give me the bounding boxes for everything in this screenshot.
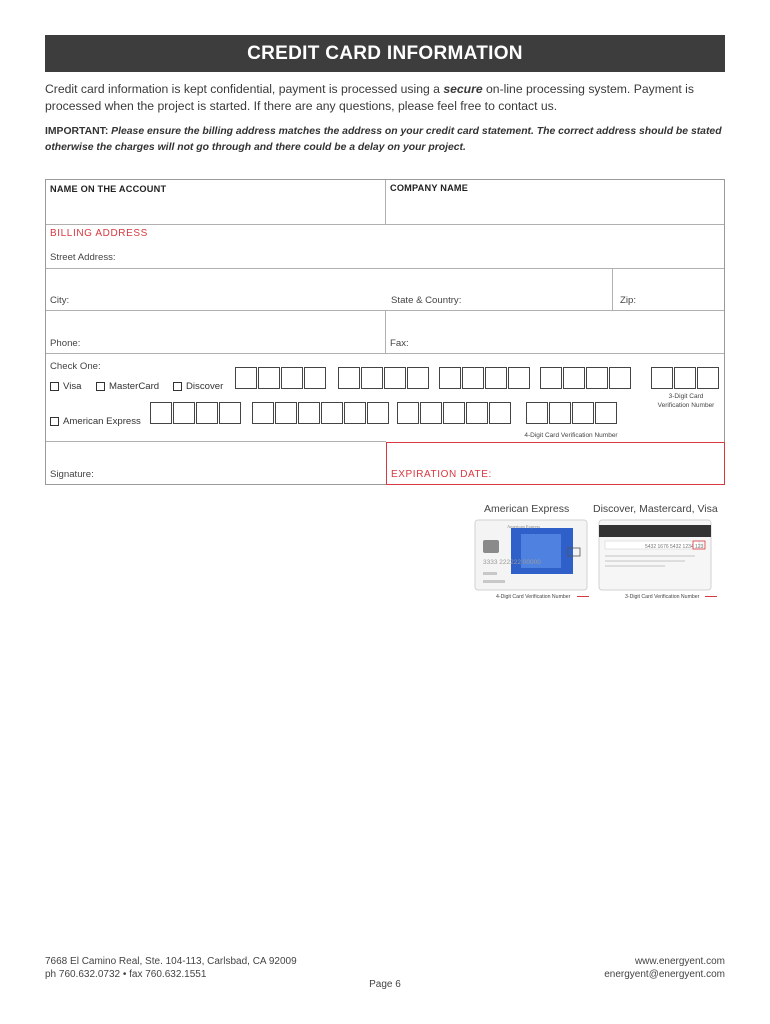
expiration-date-label: EXPIRATION DATE: [391, 469, 492, 480]
intro-emphasis: secure [443, 82, 483, 96]
footer-right [604, 956, 725, 981]
name-on-account-label: NAME ON THE ACCOUNT [50, 184, 167, 194]
digit-box[interactable] [466, 402, 488, 424]
city-label: City: [50, 295, 70, 306]
other-cards-example-title: Discover, Mastercard, Visa [593, 503, 718, 515]
zip-label: Zip: [620, 295, 636, 306]
amex-card-name: American Express [507, 524, 541, 529]
digit-box[interactable] [304, 367, 326, 389]
digit-box[interactable] [674, 367, 696, 389]
intro-paragraph [45, 81, 725, 114]
amex-card-illustration [475, 520, 587, 590]
digit-box[interactable] [150, 402, 172, 424]
amex-number-group-3[interactable] [397, 402, 512, 424]
digit-box[interactable] [361, 367, 383, 389]
page-title-banner: CREDIT CARD INFORMATION [45, 35, 725, 72]
footer-website[interactable]: www.energyent.com [634, 956, 725, 967]
digit-box[interactable] [397, 402, 419, 424]
amex-card-number: 3333 222222 00000 [483, 559, 541, 566]
state-country-label: State & Country: [391, 295, 462, 306]
amex-example-title: American Express [484, 503, 570, 515]
company-name-label: COMPANY NAME [390, 183, 469, 193]
digit-box[interactable] [609, 367, 631, 389]
amex-number-group-2[interactable] [252, 402, 390, 424]
signature-label: Signature: [50, 469, 94, 480]
mastercard-label: MasterCard [109, 381, 160, 392]
street-address-label: Street Address: [50, 252, 116, 263]
digit-box[interactable] [563, 367, 585, 389]
digit-box[interactable] [407, 367, 429, 389]
digit-box[interactable] [367, 402, 389, 424]
phone-label: Phone: [50, 338, 81, 349]
cvv-3-caption-line-2: Verification Number [657, 402, 715, 409]
card-number-group-2[interactable] [338, 367, 430, 389]
digit-box[interactable] [344, 402, 366, 424]
other-cvv-caption: 3-Digit Card Verification Number [625, 594, 700, 600]
city-field[interactable] [46, 269, 385, 310]
footer-email[interactable]: energyent@energyent.com [604, 968, 725, 980]
digit-box[interactable] [586, 367, 608, 389]
digit-box[interactable] [235, 367, 257, 389]
digit-box[interactable] [219, 402, 241, 424]
digit-box[interactable] [508, 367, 530, 389]
footer-left [45, 956, 297, 981]
digit-box[interactable] [549, 402, 571, 424]
digit-box[interactable] [384, 367, 406, 389]
check-one-label: Check One: [50, 361, 101, 372]
digit-box[interactable] [298, 402, 320, 424]
digit-box[interactable] [321, 402, 343, 424]
digit-box[interactable] [526, 402, 548, 424]
digit-box[interactable] [252, 402, 274, 424]
important-lead: IMPORTANT: [45, 126, 109, 137]
phone-field[interactable] [46, 311, 385, 353]
digit-box[interactable] [275, 402, 297, 424]
digit-box[interactable] [281, 367, 303, 389]
visa-mc-card-number: 5432 1676 5432 1234 123 [645, 544, 704, 550]
digit-box[interactable] [489, 402, 511, 424]
street-address-field[interactable] [46, 225, 724, 268]
credit-card-form [45, 179, 725, 485]
digit-box[interactable] [258, 367, 280, 389]
digit-box[interactable] [196, 402, 218, 424]
digit-box[interactable] [443, 402, 465, 424]
intro-text-2: on-line processing system. Payment is processed when the project is started. If there are any questions, please feel free to contact us. [45, 82, 694, 113]
mastercard-option[interactable] [96, 381, 159, 392]
card-number-group-4[interactable] [540, 367, 632, 389]
cvv-3-digit-caption [651, 392, 721, 410]
digit-box[interactable] [173, 402, 195, 424]
amex-option[interactable] [50, 416, 141, 427]
amex-cvv-caption: 4-Digit Card Verification Number [496, 594, 571, 600]
visa-mc-card-back-illustration [599, 520, 711, 590]
cvv-3-digit-boxes[interactable] [651, 367, 720, 389]
discover-checkbox[interactable] [173, 382, 182, 391]
footer-address: 7668 El Camino Real, Ste. 104-113, Carlsbad, CA 92009 [45, 956, 297, 967]
digit-box[interactable] [439, 367, 461, 389]
footer-phone-fax: ph 760.632.0732 • fax 760.632.1551 [45, 968, 207, 980]
digit-box[interactable] [595, 402, 617, 424]
visa-option[interactable] [50, 381, 82, 392]
mastercard-checkbox[interactable] [96, 382, 105, 391]
important-note [45, 124, 725, 155]
billing-address-heading: BILLING ADDRESS [50, 228, 148, 239]
visa-label: Visa [63, 381, 82, 392]
amex-label: American Express [63, 416, 141, 427]
fax-field[interactable] [386, 311, 724, 353]
digit-box[interactable] [462, 367, 484, 389]
discover-label: Discover [186, 381, 224, 392]
digit-box[interactable] [485, 367, 507, 389]
digit-box[interactable] [697, 367, 719, 389]
card-number-group-1[interactable] [235, 367, 327, 389]
amex-caption-marker [577, 596, 589, 597]
digit-box[interactable] [572, 402, 594, 424]
digit-box[interactable] [338, 367, 360, 389]
amex-number-group-1[interactable] [150, 402, 242, 424]
visa-checkbox[interactable] [50, 382, 59, 391]
discover-option[interactable] [173, 381, 223, 392]
card-number-group-3[interactable] [439, 367, 531, 389]
digit-box[interactable] [651, 367, 673, 389]
digit-box[interactable] [540, 367, 562, 389]
important-text: Please ensure the billing address matches the address on your credit card statement. The correct address should be stated otherwise the charges will not go through and there could be a delay on your project. [45, 126, 722, 153]
signature-field[interactable] [46, 442, 385, 485]
intro-text-1: Credit card information is kept confidential, payment is processed using a [45, 82, 444, 96]
page-number: Page 6 [369, 979, 401, 990]
cvv-4-digit-boxes[interactable] [526, 402, 618, 424]
cvv-3-caption-line-1: 3-Digit Card [668, 393, 704, 400]
amex-checkbox[interactable] [50, 417, 59, 426]
card-examples-illustration [473, 518, 723, 604]
digit-box[interactable] [420, 402, 442, 424]
cvv-4-digit-caption: 4-Digit Card Verification Number [524, 432, 618, 439]
fax-label: Fax: [390, 338, 409, 349]
other-caption-marker [705, 596, 717, 597]
